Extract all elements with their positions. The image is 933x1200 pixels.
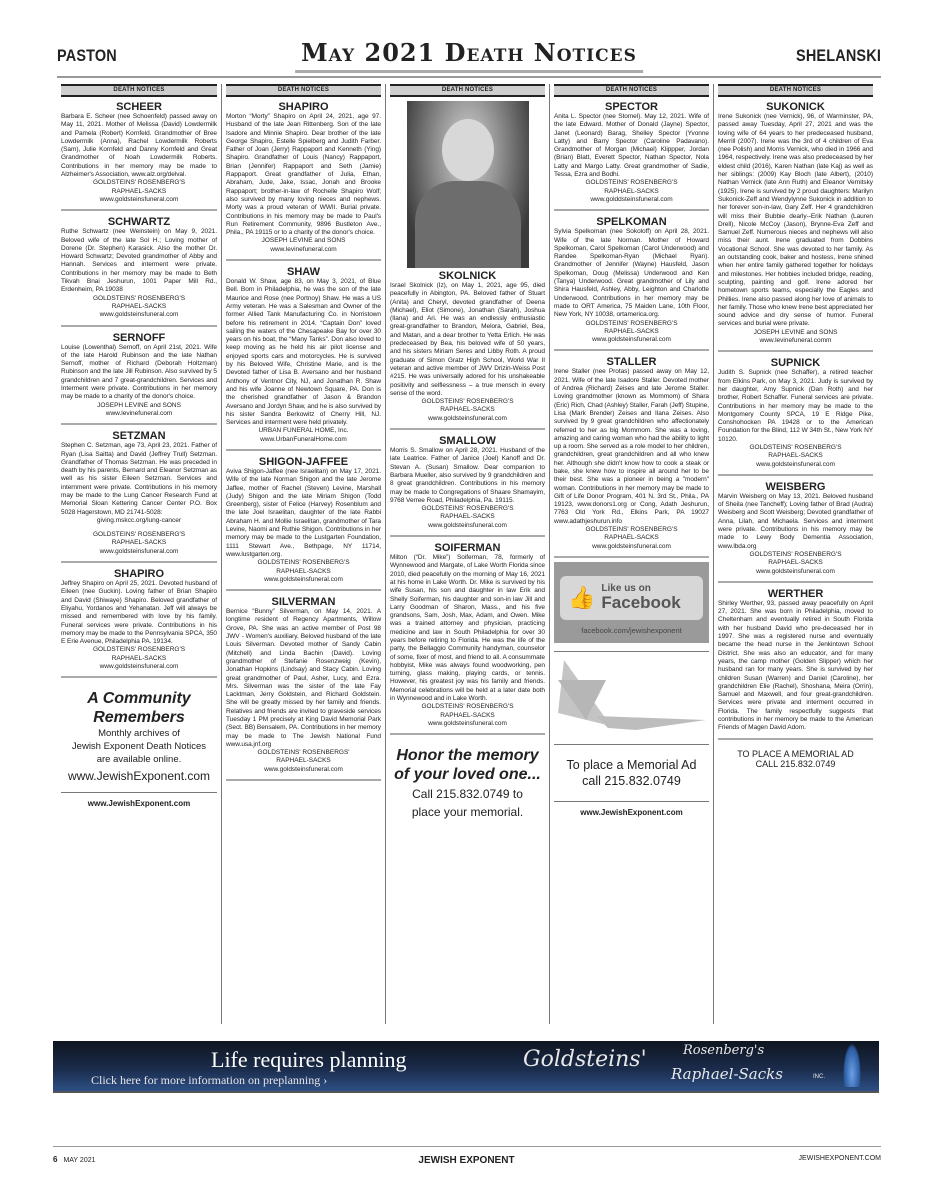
notice-body: Aviva Shigon-Jaffee (nee Israelitan) on May 17, 2021. Wife of the late Norman Shigon and the late Jerome Jaffee, mother of Rachel (Steven) Levine, Marshall (Judy) Shigon and the late Miriam Shigon (Todd Greenberg), sister of Felice (Harvey) Rosenblum and the late Joel Israelitan, daughter of the late Rabbi Abraham H. and Mollie Israelitan, grandmother of Tara Levine, Naomi and Ruthie Shigon. Contributions in her memory may be made to the Lustgarten Foundation, 1111 Stewart Ave., Bethpage, NY 11714, www.lustgarten.org. [226, 467, 381, 558]
funeral-home-2: RAPHAEL-SACKS [111, 539, 167, 547]
preplanning-banner-ad[interactable] [53, 1041, 879, 1093]
notice-body: Anita L. Spector (nee Stomel). May 12, 2021. Wife of the late Edward. Mother of Donald (Jayne) Spector, Janet (Leonard) Barag, Shelley Spector (Yvonne Latty) and Barry Spector (Caroline Padavano). Grandmother of Morgan (Michael) Klippper, Jordan (Brian) Blatt, Everett Spector, Nathan Spector, Nola Latty and Margo Latty. Great grandmother of Sadie, Tessa, Ezra and Bodhi. [554, 113, 709, 179]
banner-headline: Life requires planning [211, 1047, 407, 1072]
funeral-home: GOLDSTEINS' ROSENBERG'S [749, 443, 842, 451]
funeral-website-link[interactable]: www.UrbanFuneralHome.com [260, 435, 347, 443]
notice-body: Morris S. Smallow on April 28, 2021. Husband of the late Leatrice. Father of Janice (Joel) Kanoff and Dr. Stevan A. (Susan) Smallow. Dear companion to Barbara Mueller, also survived by 9 grandchildren and 8 great grandchildren. Contributions in his memory may be made to Congregations of Shaare Shamayim, 9768 Verree Road, Philadelphia, Pa. 19115. [390, 447, 545, 504]
column-footer-link[interactable]: www.JewishExponent.com [580, 807, 683, 817]
notice-name: SCHWARTZ [107, 216, 171, 229]
notice-name: SETZMAN [112, 430, 166, 443]
notice-sernoff [61, 330, 217, 426]
funeral-home: GOLDSTEINS' ROSENBERG'S [749, 550, 842, 558]
honor-memory-promo [390, 738, 545, 828]
funeral-home: GOLDSTEINS' ROSENBERG'S [257, 559, 350, 567]
funeral-home-2: RAPHAEL-SACKS [604, 534, 659, 542]
notice-spelkoman [554, 214, 709, 351]
header-last-name: SHELANSKI [795, 46, 881, 65]
footer-divider [53, 1146, 881, 1147]
funeral-website-link[interactable]: www.goldsteinsfuneral.com [99, 663, 179, 671]
notice-body: Israel Skolnick (Iz), on May 1, 2021, age 95, died peacefully in Abington, PA. Beloved father of Stuart (Anita) and Cheryl, devoted grandfather of Deena (Michael), Eliot (Simone), Jonathan (Sarah), Joshua (Ilana) and Ari. He was an endlessly enthusiastic great-grandfather to Brandon, Melora, Gabriel, Bea, and Matan, and a dear brother to Yetta Erlich. He was predeceased by Bea, his beloved wife of 50 years, and his sisters Miriam Seres and Libby Roth. A proud graduate of Simon Gratz High School, World War II veteran and active member of JWV Drizin-Weiss Post #215. He was universally adored for his unshakeable positivity and selflessness – a true mensch in every sense of the word. [390, 282, 545, 397]
funeral-home: GOLDSTEINS' ROSENBERG'S [585, 319, 678, 327]
notice-name: SPELKOMAN [596, 216, 667, 229]
column-5 [713, 84, 877, 1024]
banner-logo-inc: INC. [813, 1074, 825, 1080]
notice-body: Bernice “Bunny” Silverman, on May 14, 2021. A longtime resident of Regency Apartments, Willow Grove, PA. She was an active member of Post 98 JWV - Women's auxiliary. Beloved husband of the late Louis Silverman. Devoted mother of Sandy Cabin (Mitchell) and Linda Bachin (David). Loving grandmother of Stefanie Rosenzweig (Kevin), Jonathan Hopkins (Lindsay) and Stacy Cabin. Loving great grandmother of Paul, Asher, Lucy, and Ezra. Mrs. Silverman was the sister of the late Fay Lacktman, Jerry Goldstein, and Richard Goldstein. She will be greatly missed by her family and friends. Relatives and friends are invited to graveside services Tuesday 1 PM precisely at King David Memorial Park (Sect. BB) Bensalem, PA. Contributions in her memory may be made to The Jewish National Fund www.usa.jnf.org [226, 608, 381, 748]
notice-smallow [390, 433, 545, 537]
funeral-home: GOLDSTEINS' ROSENBERG'S [92, 179, 186, 187]
photo-shirt-shape [415, 181, 521, 268]
promo-line: place your memorial. [411, 805, 524, 820]
notice-shigon-jaffee [226, 454, 381, 591]
notice-spector [554, 99, 709, 211]
memorial-ad-line: TO PLACE A MEMORIAL AD [737, 748, 854, 759]
issue-date: MAY 2021 [63, 1157, 96, 1164]
promo-title: Honor the memory [396, 747, 539, 765]
banner-logo-main: Goldsteins' [523, 1047, 647, 1072]
notice-name: SUPNICK [770, 357, 821, 370]
notice-supnick [718, 355, 873, 476]
column-2 [221, 84, 385, 1024]
notice-name: SOIFERMAN [434, 542, 501, 555]
page-header [57, 36, 881, 76]
funeral-home-2: RAPHAEL-SACKS [768, 452, 823, 460]
notice-setzman [61, 428, 217, 563]
section-label: DEATH NOTICES [61, 84, 217, 97]
notice-body: Shirley Werther, 93, passed away peacefully on April 27, 2021. She was born in Philadelphia, moved to Cheltenham and eventually retired in South Florida with her husband David who pre-deceased her in 1997. She was a registered nurse and eventually became the head nurse in the Jenkintown School District. She was also an educator, and for many years, the camp mother (Golden Slipper) which her husband ran for many years. She is survived by her children Susan (Warren) and Daniel (Caroline), her grandchildren Elie (Rachel), Shoshana, Meira (Orrin), Samuel and Maxwell, and four great-grandchildren. Services were private and interment occurred in Florida. The family respectfully suggests that contributions in her memory be made to the American Friends of Magen David Adom. [718, 599, 873, 732]
funeral-home-2: RAPHAEL-SACKS [768, 559, 823, 567]
column-footer-link[interactable]: www.JewishExponent.com [87, 799, 191, 809]
funeral-home-2: RAPHAEL-SACKS [604, 327, 659, 335]
funeral-home: GOLDSTEINS' ROSENBERG'S [92, 294, 186, 302]
funeral-website-link[interactable]: www.levinefuneral.com [105, 409, 173, 417]
funeral-home: URBAN FUNERAL HOME, Inc. [258, 427, 349, 435]
notice-schwartz [61, 214, 217, 326]
memorial-ad-line: To place a Memorial Ad [566, 757, 697, 772]
promo-title-2: Remembers [93, 709, 185, 727]
funeral-website-link[interactable]: www.goldsteinsfuneral.com [428, 521, 507, 529]
notice-name: SHIGON-JAFFEE [258, 455, 349, 468]
banner-preplanning-link[interactable]: Click here for more information on preplanning › [91, 1073, 328, 1087]
notice-body: Sylvia Spelkoman (nee Sokoloff) on April 28, 2021. Wife of the late Norman. Mother of Howard Spelkoman, Carol Spelkoman (Carol Underwood) and Randee Spelkoman-Ryan (Michael Ryan). Grandmother of Jennifer (Wayne) Hausfeld, Jason Spelkoman, Doug (Melissa) Underwood and Ken (Tanya) Underwood. Great grandmother of Lily and Shira Hausfeld, Ashley, Abby, Leighton and Charlotte Underwood. Contributions in her memory may be made to ORT America, 75 Maiden Lane, 10th Floor, New York, NY 10038, ortamerica.org. [554, 228, 709, 319]
photo-face-shape [442, 119, 494, 181]
funeral-home: JOSEPH LEVINE and SONS [261, 237, 346, 245]
funeral-home: GOLDSTEINS' ROSENBERG'S [92, 531, 186, 539]
notice-name: WERTHER [767, 587, 824, 600]
facebook-big-label: Facebook [601, 593, 681, 613]
notice-name: SMALLOW [439, 435, 496, 448]
memorial-ad-phone: call 215.832.0749 [582, 773, 681, 788]
promo-line: are available online. [96, 754, 182, 766]
star-of-david-icon [556, 658, 712, 738]
notice-werther [718, 586, 873, 740]
funeral-website-link[interactable]: www.goldsteinsfuneral.com [99, 311, 179, 319]
funeral-home-2: RAPHAEL-SACKS [111, 187, 167, 195]
funeral-home: GOLDSTEINS' ROSENBERG'S [585, 179, 678, 187]
notice-name: SILVERMAN [271, 596, 336, 609]
notice-name: SHAPIRO [113, 568, 165, 581]
funeral-website-link[interactable]: www.goldsteinsfuneral.com [99, 547, 179, 555]
funeral-website-link[interactable]: www.levinefuneral.comm [759, 337, 832, 345]
memorial-ad-promo [554, 745, 709, 802]
funeral-home: GOLDSTEINS' ROSENBERG'S [421, 505, 514, 513]
funeral-website-link[interactable]: www.golddsteinsfuneral.com [590, 195, 673, 203]
banner-logo-top: Rosenberg's [683, 1043, 765, 1058]
publication-name: JEWISH EXPONENT [418, 1155, 515, 1166]
funeral-home: GOLDSTEINS' ROSENBERG'S [421, 703, 514, 711]
facebook-url-link[interactable]: facebook.com/jewishexponent [581, 625, 682, 635]
funeral-home-2: RAPHAEL-SACKS [276, 757, 331, 765]
funeral-home-2: RAPHAEL-SACKS [604, 187, 659, 195]
funeral-home-2: RAPHAEL-SACKS [276, 567, 331, 575]
notice-name: SCHEER [116, 101, 162, 113]
notice-name: SHAW [287, 266, 320, 279]
donation-link[interactable]: giving.mskcc.org/lung-cancer [96, 516, 182, 524]
promo-line: Monthly archives of [98, 728, 180, 740]
notice-name: SHAPIRO [278, 101, 329, 113]
notice-name: SERNOFF [112, 331, 166, 344]
notice-weisberg [718, 479, 873, 583]
funeral-website-link[interactable]: www.levinefuneral.com [270, 245, 337, 253]
funeral-home: GOLDSTEINS' ROSENBERGS' [257, 749, 350, 757]
funeral-website-link[interactable]: www.goldsteinsfuneral.com [756, 567, 835, 575]
funeral-home: JOSEPH LEVINE and SONS [97, 401, 181, 409]
funeral-website-link[interactable]: www.goldsteinsfuneral.com [428, 414, 507, 422]
notice-body: Donald W. Shaw, age 83, on May 3, 2021, of Blue Bell. Born in Philadelphia, he was the son of the late Maurice and Rose (nee Portnoy) Shaw. He was a US Army veteran. He was a Salesman and Owner of the former Allied Tank Manufacturing Co. in Norristown before his retirement in 2014. “Captain Don” loved sailing the waters of the Chesapeake Bay for over 30 years on his boat, the “Many Tanks”. Don also loved to keep moving as he held his air pilot license and enjoyed sports cars and motorcycles. He is survived by his Beloved Wife, Christine Marie, and is the Devoted father of Lisa B. Aversano and her husband Anthony of Ventnor City, NJ, and Jonathan R. Shaw and his wife Joanne of Newtown Square, PA. Don is the cherished grandfather of Jason & Brandon Aversano and Jordyn Shaw, and he is also survived by his sister Sandra Berkowitz of Cherry Hill, NJ. Services and interment were held privately. [226, 278, 381, 427]
notice-body: Irene Staller (nee Protas) passed away on May 12, 2021. Wife of the late Isadore Staller. Devoted mother of Andrea (Richard) Zeises and late Jerome Staller. Loving grandmother (known as Mommom) of Shara (Eric) Rich, Chad (Ashley) Staller, Farah (Jeff) Stupine, Lisa (Mark Brender) Zeises and Ilana Zeises. Also survived by 9 great grandchildren who affectionately referred to her as big Mommom. She was a loving, amazing and caring woman who had the ability to light up a room. She served as a role model to her children, grandchildren, great grandchildren and all who knew her. Although she didn't know how to cook a steak or bake, she knew how to inspire all around her to be their best. She was a pioneer in being a "modern" woman. Contributions in her memory may be made to Gift of Life Donor Program, 401 N. 3rd St., Phila., PA 19123, www.donors1.org or Cong, Adath Jeshurun, 7763 Old York Rd., Elkins Park, PA 19027 www.adathjeshurun.info [554, 368, 709, 525]
promo-title: A Community [87, 690, 191, 708]
notice-name: SKOLNICK [438, 270, 497, 282]
funeral-website-link[interactable]: www.goldsteinsfuneral.com [428, 719, 507, 727]
funeral-home: GOLDSTEINS' ROSENBERG'S [421, 398, 514, 406]
notice-shapiro-morton [226, 99, 381, 261]
funeral-home-2: RAPHAEL-SACKS [440, 406, 495, 414]
facebook-small-label: Like us on [601, 583, 651, 595]
notice-shapiro-jeffrey [61, 566, 217, 678]
community-remembers-promo [61, 681, 217, 793]
notice-body: Milton (“Dr. Mike”) Soiferman, 78, formerly of Wynnewood and Margate, of Lake Worth Florida since 2010, died peacefully on the morning of May 16, 2021 at his home in Lake Worth. Dr. Mike is survived by his wife Susan, his son and daughter in law Erik and Shelly Soiferman, his daughter and son-in law Jill and Larry Goodman of Sharon, Mass., and his five grandsons, Sam, Josh, Max, Adam, and Owen. Mike was a trained attorney and physician, practicing medicine and law in South Philadelphia for over 30 years before retiring to Florida. He was the life of the party, the Bellaggio Community handyman, counselor of some, fixer of most, and friend to all. A consummate hobbyist, Mike was always found woodworking, pen turning, glass making, playing cards, or tennis. However, his greatest joy was his family and friends. Memorial celebrations will be held at a later date both in Wynnewood and in Lake Worth. [390, 554, 545, 703]
promo-line: Call 215.832.0749 to [412, 787, 523, 802]
notice-body: Judith S. Supnick (nee Schaffer), a retired teacher from Elkins Park, on May 3, 2021. Judy is survived by her daughter, Amy Supnick (Dan Roth) and her brother, Robert Schaffer. Funeral services are private. Contributions in her memory may be made to the Montgomery County SPCA, 19 E Ridge Pike, Conshohocken PA 19428 or to the American Foundation for the Blind, 112 W 34th St., New York NY 10120. [718, 369, 873, 443]
column-1 [57, 84, 221, 1024]
notice-body: Barbara E. Scheer (nee Schoenfeld) passed away on May 11, 2021. Mother of Melissa (David) Lowdermilk and Pamela (Robert) Kornfeld. Grandmother of Bree Lowdermilk (Anna), Rachel Lowdermilk Roberts (Sam), Julie Kornfeld and Danny Kornfeld and Great Grandmother of Noah Lowdermilk Roberts. Contributions in her memory may be made to Alzheimer's Association, www.alz.org/delval. [61, 113, 217, 179]
notice-body: Ruthe Schwartz (nee Weinstein) on May 9, 2021. Beloved wife of the late Sol H.; Loving mother of Dorene (Dr. Stephen) Karasick. Also the mother Dr. Howard Schwartz; Devoted grandmother of Abby and Hannah. Services and interment were private. Contributions in her memory may be made to Beth Tikvah Bnai Jeshurun, 1001 Paper Mill Rd., Erdenheim, PA 19038 [61, 228, 217, 294]
column-3 [385, 84, 549, 1024]
notice-body: Morton “Morty” Shapiro on April 24, 2021, age 97. Husband of the late Jean Rittenberg. Son of the late Isadore and Minnie Shapiro. Dear brother of the late George Shapiro, Estelle Spielberg and Judith Farber. Father of Joan (Jerry) Rappaport and Kenneth (Ying) Shapiro. Grandfather of Louis (Nancy) Rappaport, Brian (Jennifer) Rappaport and Seth (Jamie) Rappaport. Great grandfather of Julia, Ethan, Abraham, Jude, Jake, Issac, Jonah and Brooke Rappaport; brother-in-law of Rochelle Shapiro Wolf; also survived by many loving nieces and nephews. Morty was a proud veteran of WWII. Burial private. Contributions in his memory may be made to Paul's Run Retirement Community, 9896 Bustleton Ave., Phila., PA 19115 or to a charity of the donor's choice. [226, 113, 381, 237]
notice-soiferman [390, 540, 545, 735]
funeral-home: JOSEPH LEVINE and SONS [753, 328, 838, 336]
publication-site: JEWISHEXPONENT.COM [798, 1155, 881, 1162]
funeral-website-link[interactable]: www.goldsteinsfuneral.com [592, 336, 671, 344]
page-number: 6 [53, 1155, 58, 1164]
facebook-like-button[interactable] [560, 576, 703, 620]
facebook-promo[interactable] [554, 562, 709, 643]
notice-shaw [226, 264, 381, 451]
thumbs-up-icon: 👍 [568, 584, 596, 610]
notice-name: SPECTOR [605, 101, 658, 113]
notices-columns [57, 84, 881, 1024]
funeral-home-2: RAPHAEL-SACKS [111, 654, 167, 662]
banner-logo-bottom: Raphael-Sacks [671, 1065, 783, 1083]
notice-name: SUKONICK [766, 101, 825, 113]
column-4 [549, 84, 713, 1024]
header-first-name: PASTON [57, 46, 117, 65]
funeral-home-2: RAPHAEL-SACKS [440, 711, 495, 719]
header-divider [57, 76, 881, 78]
notice-body: Stephen C. Setzman, age 73, April 23, 2021. Father of Ryan (Lisa Saitta) and David (Jeffrey Trull) Setzman. Grandfather of Thomas Setzman. He was preceded in death by his parents, Bernard and Eleanor Setzman as well as his sister Eileen Setzman. Services and internment were private. Contributions in his memory may be made to the Lung Cancer Research Fund at Memorial Sloan Kettering Cancer Center P.O. Box 5028 Hagerstown, MD 21741-5028: [61, 442, 217, 516]
funeral-website-link[interactable]: www.goldsteinsfuneral.com [264, 765, 343, 773]
notice-body: Jeffrey Shapiro on April 25, 2021. Devoted husband of Eileen (nee Guckin). Loving father of Brian Shapiro and David (Shiwaye) Shapiro. Beloved grandfather of Eliyahu, Yordanos and Yehanatan. Jeff will always be missed and remembered with love by his family. Funeral services were private. Contributions in his memory may be made to the Pennsylvania SPCA, 350 E Erie Avenue, Philadelphia PA. 19134. [61, 580, 217, 646]
notice-body: Irene Sukonick (nee Vernick), 96, of Warminster, PA, passed away Tuesday, April 27, 2021 and was the loving wife of 64 years to her predeceased husband, Merrill (2007). Irene was the 3rd of 4 children of Eva (nee Polish) and Morris Vernick, who died in 1966 and 1964, respectively. Irene was also predeceased by her eldest child (2016), Karen Nathan (late Kaj) as well as her siblings: (2009) Kay Bloch (late Albert), (2010) Nathan Vernick (late Ann Ruth) and Eleanor Vernitsky (1925). Irene is survived by 2 proud daughters: Marilyn Sukonick-Zeff and Wendylynne Sukonick in addition to her forever son-in-law, Gary Zeff. Her 4 grandchildren will miss their Bubbie dearly--Erik Nathan (Lauren Drell), Nicole McCoy (Jason), Brynne-Eva Zeff and Samuel Zeff. Numerous nieces and nephews will also miss their aunt. Irene graduated from Dobbins Vocational School. She was devoted to her family. As an outstanding cook, baker and hostess, Irene shined when her entire family gathered together for holidays and milestones. Her hobbies included bridge, reading, sculpting, painting and golf. Irene adored her hometown sports teams, especially the Eagles and Phillies. Irene also passed along her love of animals to her family. Those who knew Irene best appreciated her sound advice and dry sense of humor. Funeral services and burial were private. [718, 113, 874, 328]
promo-title-2: of your loved one... [394, 766, 541, 784]
memorial-ad-phone: CALL 215.832.0749 [755, 758, 836, 769]
funeral-website-link[interactable]: www.goldsteinsfuneral.com [264, 575, 343, 583]
notice-staller [554, 354, 709, 558]
notice-sukonick [718, 99, 873, 352]
notice-skolnick [390, 268, 545, 430]
notice-scheer [61, 99, 217, 211]
notice-name: STALLER [606, 356, 657, 369]
section-label: DEATH NOTICES [718, 84, 873, 97]
promo-url-link[interactable]: www.JewishExponent.com [67, 769, 211, 784]
funeral-website-link[interactable]: www.goldsteinsfuneral.com [756, 460, 835, 468]
notice-name: WEISBERG [765, 480, 826, 493]
funeral-home-2: RAPHAEL-SACKS [440, 513, 495, 521]
funeral-home: GOLDSTEINS' ROSENBERG'S [585, 526, 678, 534]
footer-page-info [53, 1155, 96, 1164]
funeral-website-link[interactable]: www.goldsteinsfuneral.com [592, 542, 671, 550]
section-label: DEATH NOTICES [390, 84, 545, 97]
promo-line: Jewish Exponent Death Notices [71, 741, 207, 753]
star-of-david-graphic [554, 651, 709, 745]
funeral-home: GOLDSTEINS' ROSENBERG'S [92, 646, 186, 654]
section-label: DEATH NOTICES [554, 84, 709, 97]
notice-body: Marvin Weisberg on May 13, 2021. Beloved husband of Sheila (nee Tancheff); Loving father of Brad (Audra) Weisberg and Scott Weisberg; Devoted grandfather of Anna, Lilah, and Michaela. Services and interment were private. Contributions in his memory may be made to Lewy Body Dementia Association, www.lbda.org [718, 492, 873, 550]
memorial-ad-caps-promo [718, 743, 873, 769]
page-title: May 2021 Death Notices [295, 38, 643, 73]
funeral-home-2: RAPHAEL-SACKS [111, 302, 167, 310]
section-label: DEATH NOTICES [226, 84, 381, 97]
notice-silverman [226, 594, 381, 781]
flame-icon [843, 1043, 861, 1087]
funeral-website-link[interactable]: www.goldsteinsfuneral.com [99, 195, 179, 203]
notice-body: Louise (Lowenthal) Sernoff, on April 21st, 2021. Wife of the late Harold Rubinson and the late Nathan Sernoff, mother of Richard (Deborah Holtzman) Rubinson and the late Jill Rubinson. Also survived by 5 grandchildren and 7 great-grandchildren. Services and Interment were private. Contributions in her memory may be made to a charity of the donor's choice. [61, 343, 217, 401]
portrait-photo [407, 101, 529, 268]
